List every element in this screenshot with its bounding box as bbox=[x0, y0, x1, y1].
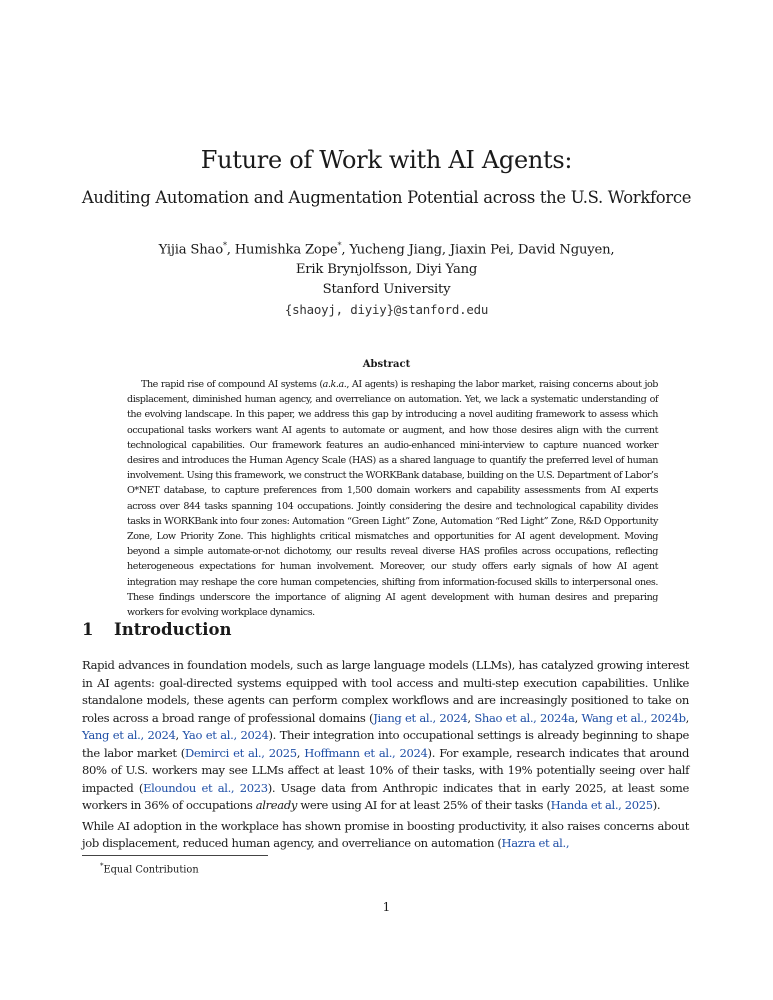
citation-link[interactable]: Shao et al., 2024a bbox=[474, 710, 575, 725]
paper-title: Future of Work with AI Agents: bbox=[200, 146, 573, 174]
section-number: 1 bbox=[82, 620, 94, 639]
citation-link[interactable]: Yao et al., 2024 bbox=[182, 728, 269, 742]
citation-link[interactable]: Wang et al., 2024b bbox=[581, 710, 686, 725]
citation-link[interactable]: Hoffmann et al., 2024 bbox=[304, 745, 428, 760]
author-name: , Humishka Zope bbox=[226, 242, 338, 258]
citation-link[interactable]: Hazra et al., bbox=[501, 836, 570, 850]
author-email: {shaoyj, diyiy}@stanford.edu bbox=[284, 302, 489, 318]
paper-subtitle: Auditing Automation and Augmentation Potential across the U.S. Workforce bbox=[81, 188, 692, 207]
section-heading bbox=[82, 620, 232, 639]
introduction-body bbox=[82, 657, 689, 856]
section-title: Introduction bbox=[114, 620, 232, 639]
citation-link[interactable]: Handa et al., 2025 bbox=[550, 798, 653, 812]
author-name: Yijia Shao bbox=[158, 242, 223, 258]
equal-contribution-mark: * bbox=[222, 241, 227, 250]
citation-link[interactable]: Jiang et al., 2024 bbox=[373, 710, 468, 725]
abstract-heading: Abstract bbox=[362, 359, 411, 370]
paragraph: While AI adoption in the workplace has shown promise in boosting productivity, it also raises concerns about job displacement, reduced human agency, and overreliance on automation (Hazra et al., bbox=[82, 818, 689, 850]
equal-contribution-mark: * bbox=[337, 241, 342, 250]
emphasis: already bbox=[255, 798, 298, 812]
citation-link[interactable]: Demirci et al., 2025 bbox=[184, 745, 297, 760]
abstract-body: The rapid rise of compound AI systems (a.k.a., AI agents) is reshaping the labor market, raising concerns about job displacement, diminished human agency, and overreliance on automation. Yet, we lack a systematic understanding of the evolving landscape. In this paper, we address this gap by introducing a novel auditing framework to assess which occupational tasks workers want AI agents to automate or augment, and how those desires align with the current technological capabilities. Our framework features an audio-enhanced mini-interview to capture nuanced worker desires and introduces the Human Agency Scale (HAS) as a shared language to quantify the preferred level of human involvement. Using this framework, we construct the WORKBank database, building on the U.S. Department of Labor’s O*NET database, to capture preferences from 1,500 domain workers and capability assessments from AI experts across over 844 tasks spanning 104 occupations. Jointly considering the desire and technological capability divides tasks in WORKBank into four zones: Automation “Green Light” Zone, Automation “Red Light” Zone, R&D Opportunity Zone, Low Priority Zone. This highlights critical mismatches and opportunities for AI agent development. Moving beyond a simple automate-or-not dichotomy, our results reveal diverse HAS profiles across occupations, reflecting heterogeneous expectations for human involvement. Moreover, our study offers early signals of how AI agent integration may reshape the core human competencies, shifting from information-focused skills to interpersonal ones. These findings underscore the importance of aligning AI agent development with human desires and preparing workers for evolving workplace dynamics. bbox=[127, 379, 658, 619]
footnote bbox=[100, 862, 199, 875]
paragraph: Rapid advances in foundation models, such as large language models (LLMs), has catalyzed growing interest in AI agents: goal-directed systems equipped with tool access and multi-step execution capabilities. Unlike standalone models, these agents can perform complex workflows and are increasingly positioned to take on roles across a broad range of professional domains (Jiang et al., 2024, Shao et al., 2024a, Wang et al., 2024b, Yang et al., 2024, Yao et al., 2024). Their integration into occupational settings is already beginning to shape the labor market (Demirci et al., 2025, Hoffmann et al., 2024). For example, research indicates that around 80% of U.S. workers may see LLMs affect at least 10% of their tasks, with 19% potentially seeing over half impacted (Eloundou et al., 2023). Usage data from Anthropic indicates that in early 2025, at least some workers in 36% of occupations already were using AI for at least 25% of their tasks (Handa et al., 2025). bbox=[82, 658, 690, 812]
citation-link[interactable]: Eloundou et al., 2023 bbox=[143, 780, 268, 795]
citation-link[interactable]: Yang et al., 2024 bbox=[82, 728, 176, 742]
footnote-mark: * bbox=[100, 862, 104, 870]
page-number: 1 bbox=[382, 900, 391, 914]
abbreviation-italic: a.k.a. bbox=[322, 379, 347, 390]
footnote-divider bbox=[82, 855, 268, 856]
author-line-2: Erik Brynjolfsson, Diyi Yang bbox=[295, 262, 478, 278]
author-names: , Yucheng Jiang, Jiaxin Pei, David Nguyen, bbox=[341, 242, 615, 258]
author-block bbox=[0, 236, 773, 320]
author-line-1 bbox=[0, 236, 773, 260]
affiliation: Stanford University bbox=[322, 282, 451, 298]
footnote-text: Equal Contribution bbox=[103, 864, 199, 876]
